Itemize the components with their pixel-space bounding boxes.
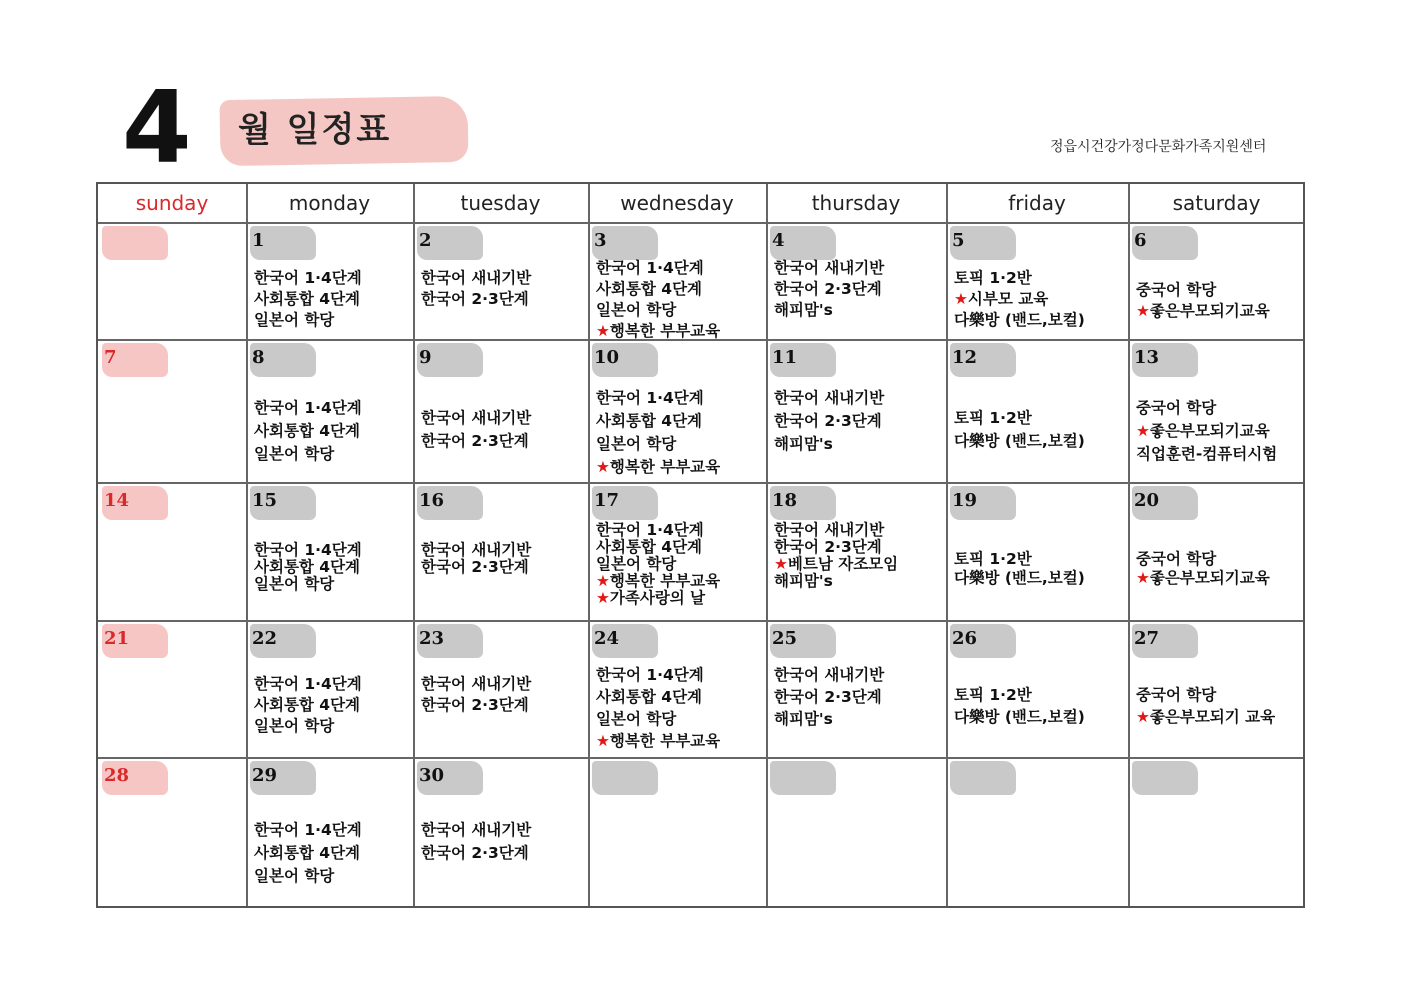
date-number: 29 — [252, 765, 278, 786]
date-number: 27 — [1134, 628, 1160, 649]
event-text: 한국어 1·4단계 — [254, 399, 362, 417]
event-text: 한국어 1·4단계 — [254, 675, 362, 693]
event-item — [421, 674, 584, 695]
day-cell[interactable] — [1130, 224, 1305, 339]
event-item — [774, 708, 942, 730]
event-text: 한국어 2·3단계 — [774, 412, 882, 430]
event-text: 다樂방 (밴드,보컬) — [954, 708, 1085, 726]
event-list — [954, 550, 1124, 588]
event-text: 일본어 학당 — [254, 867, 335, 885]
event-text: 다樂방 (밴드,보컬) — [954, 569, 1085, 587]
event-text: 일본어 학당 — [596, 710, 677, 728]
day-cell[interactable] — [248, 484, 413, 620]
day-cell[interactable] — [415, 484, 588, 620]
calendar-grid — [96, 182, 1305, 908]
star-icon: ★ — [596, 322, 610, 339]
event-list — [596, 387, 762, 479]
event-text: 해피맘's — [774, 435, 833, 453]
day-cell[interactable] — [415, 622, 588, 757]
date-tab-highlight — [1132, 761, 1198, 795]
event-text: 한국어 새내기반 — [774, 666, 885, 684]
event-text: 중국어 학당 — [1136, 686, 1217, 704]
event-text: 행복한 부부교육 — [609, 458, 721, 476]
date-number: 5 — [952, 230, 965, 251]
event-text: 토픽 1·2반 — [954, 686, 1032, 704]
event-text: 사회통합 4단계 — [596, 412, 703, 430]
weekday-header-wednesday: wednesday — [620, 191, 734, 215]
event-text: 한국어 새내기반 — [421, 541, 532, 559]
star-icon: ★ — [1136, 569, 1150, 587]
day-cell[interactable] — [590, 759, 766, 908]
event-item — [596, 279, 762, 300]
event-list — [774, 387, 942, 456]
event-list — [254, 397, 409, 466]
day-cell[interactable] — [768, 341, 946, 482]
day-cell[interactable] — [948, 341, 1128, 482]
event-item — [1136, 301, 1301, 322]
event-text: 일본어 학당 — [254, 311, 335, 329]
day-cell[interactable] — [590, 622, 766, 757]
date-number: 15 — [252, 490, 278, 511]
event-item — [421, 430, 584, 453]
event-item — [954, 407, 1124, 430]
day-cell[interactable] — [590, 484, 766, 620]
date-number: 8 — [252, 347, 265, 368]
date-number: 10 — [594, 347, 620, 368]
weekday-header-friday: friday — [1008, 191, 1066, 215]
event-list — [954, 407, 1124, 453]
event-item — [774, 279, 942, 300]
event-item — [254, 542, 409, 559]
weekday-header-tuesday: tuesday — [460, 191, 541, 215]
weekday-header-sunday: sunday — [135, 191, 209, 215]
event-item — [774, 258, 942, 279]
event-text: 좋은부모되기교육 — [1149, 302, 1270, 320]
star-icon: ★ — [1136, 422, 1150, 440]
event-item — [254, 576, 409, 593]
event-item — [421, 289, 584, 310]
event-item — [774, 300, 942, 321]
event-item — [774, 664, 942, 686]
date-number: 17 — [594, 490, 620, 511]
event-text: 한국어 2·3단계 — [421, 696, 529, 714]
event-list — [774, 258, 942, 321]
event-text: 한국어 1·4단계 — [596, 259, 704, 277]
event-item — [596, 300, 762, 321]
day-cell[interactable] — [590, 341, 766, 482]
event-text: 사회통합 4단계 — [596, 688, 703, 706]
event-item — [254, 268, 409, 289]
event-item — [421, 819, 584, 842]
event-text: 행복한 부부교육 — [609, 322, 721, 339]
event-item — [596, 556, 762, 573]
date-number: 11 — [772, 347, 798, 368]
day-cell[interactable] — [415, 759, 588, 908]
date-number: 23 — [419, 628, 445, 649]
event-text: 해피맘's — [774, 710, 833, 728]
event-item — [254, 443, 409, 466]
event-text: 한국어 1·4단계 — [254, 269, 362, 287]
event-text: 일본어 학당 — [254, 717, 335, 735]
event-list — [421, 542, 584, 576]
event-item — [774, 433, 942, 456]
event-item — [1136, 569, 1301, 588]
date-tab-highlight — [102, 226, 168, 260]
event-item — [954, 310, 1124, 331]
date-number: 26 — [952, 628, 978, 649]
event-list — [1136, 397, 1301, 466]
event-text: 사회통합 4단계 — [254, 558, 361, 576]
event-text: 사회통합 4단계 — [254, 422, 361, 440]
event-item — [1136, 706, 1301, 728]
month-number: 4 — [122, 69, 188, 186]
event-item — [1136, 280, 1301, 301]
event-text: 일본어 학당 — [254, 445, 335, 463]
date-number: 20 — [1134, 490, 1160, 511]
event-text: 한국어 2·3단계 — [774, 538, 882, 556]
event-item — [254, 716, 409, 737]
event-text: 한국어 새내기반 — [421, 675, 532, 693]
date-number: 19 — [952, 490, 978, 511]
event-list — [774, 522, 942, 590]
day-cell[interactable] — [248, 759, 413, 908]
date-number: 14 — [104, 490, 130, 511]
event-text: 한국어 2·3단계 — [421, 558, 529, 576]
event-list — [954, 268, 1124, 331]
day-cell[interactable] — [1130, 341, 1305, 482]
day-cell[interactable] — [948, 484, 1128, 620]
event-item — [1136, 550, 1301, 569]
day-cell[interactable] — [590, 224, 766, 339]
event-list — [596, 258, 762, 339]
day-cell[interactable] — [415, 224, 588, 339]
event-item — [774, 573, 942, 590]
star-icon: ★ — [954, 290, 968, 308]
event-list — [596, 522, 762, 607]
star-icon: ★ — [596, 458, 610, 476]
day-cell[interactable] — [768, 484, 946, 620]
star-icon: ★ — [596, 589, 610, 607]
event-text: 한국어 1·4단계 — [596, 521, 704, 539]
weekday-header-monday: monday — [288, 191, 371, 215]
event-list — [421, 819, 584, 865]
event-item — [596, 321, 762, 339]
event-list — [254, 268, 409, 331]
date-tab-highlight — [770, 761, 836, 795]
event-text: 한국어 1·4단계 — [254, 541, 362, 559]
event-text: 해피맘's — [774, 301, 833, 319]
event-text: 사회통합 4단계 — [254, 696, 361, 714]
event-text: 한국어 1·4단계 — [596, 389, 704, 407]
event-text: 중국어 학당 — [1136, 550, 1217, 568]
day-cell[interactable] — [248, 341, 413, 482]
day-cell[interactable] — [948, 224, 1128, 339]
event-text: 베트남 자조모임 — [787, 555, 899, 573]
star-icon: ★ — [774, 555, 788, 573]
day-cell[interactable] — [768, 759, 946, 908]
event-item — [421, 542, 584, 559]
event-text: 한국어 2·3단계 — [774, 688, 882, 706]
event-list — [1136, 280, 1301, 322]
event-text: 토픽 1·2반 — [954, 550, 1032, 568]
date-number: 21 — [104, 628, 130, 649]
event-item — [254, 819, 409, 842]
day-cell[interactable] — [100, 341, 246, 482]
event-list — [954, 684, 1124, 728]
event-text: 한국어 새내기반 — [421, 269, 532, 287]
star-icon: ★ — [596, 732, 610, 750]
day-cell[interactable] — [415, 341, 588, 482]
day-cell[interactable] — [1130, 484, 1305, 620]
event-item — [1136, 443, 1301, 466]
date-number: 1 — [252, 230, 265, 251]
date-number: 13 — [1134, 347, 1160, 368]
event-list — [596, 664, 762, 752]
event-text: 한국어 2·3단계 — [421, 290, 529, 308]
event-item — [421, 842, 584, 865]
event-list — [254, 674, 409, 737]
event-list — [254, 819, 409, 888]
event-text: 한국어 새내기반 — [421, 409, 532, 427]
star-icon: ★ — [1136, 302, 1150, 320]
day-cell[interactable] — [100, 484, 246, 620]
date-number: 3 — [594, 230, 607, 251]
event-text: 좋은부모되기교육 — [1149, 422, 1270, 440]
event-item — [596, 387, 762, 410]
event-item — [954, 550, 1124, 569]
event-text: 해피맘's — [774, 572, 833, 590]
event-text: 일본어 학당 — [596, 301, 677, 319]
event-item — [421, 268, 584, 289]
event-text: 좋은부모되기 교육 — [1149, 708, 1276, 726]
event-text: 사회통합 4단계 — [596, 280, 703, 298]
event-item — [596, 686, 762, 708]
date-number: 4 — [772, 230, 785, 251]
event-item — [596, 456, 762, 479]
event-text: 일본어 학당 — [596, 555, 677, 573]
event-text: 다樂방 (밴드,보컬) — [954, 432, 1085, 450]
event-item — [421, 695, 584, 716]
event-item — [1136, 420, 1301, 443]
day-cell[interactable] — [100, 759, 246, 908]
event-item — [596, 573, 762, 590]
event-text: 토픽 1·2반 — [954, 409, 1032, 427]
event-item — [421, 407, 584, 430]
event-item — [254, 397, 409, 420]
event-list — [421, 407, 584, 453]
date-tab-highlight — [950, 761, 1016, 795]
event-item — [254, 559, 409, 576]
event-item — [254, 865, 409, 888]
event-text: 사회통합 4단계 — [596, 538, 703, 556]
event-item — [596, 708, 762, 730]
date-number: 6 — [1134, 230, 1147, 251]
event-item — [774, 522, 942, 539]
event-item — [774, 539, 942, 556]
event-text: 한국어 2·3단계 — [421, 432, 529, 450]
event-text: 다樂방 (밴드,보컬) — [954, 311, 1085, 329]
event-text: 일본어 학당 — [596, 435, 677, 453]
event-list — [421, 268, 584, 310]
center-name: 정읍시건강가정다문화가족지원센터 — [1050, 139, 1267, 155]
weekday-header-saturday: saturday — [1172, 191, 1261, 215]
event-text: 한국어 새내기반 — [774, 521, 885, 539]
date-number: 16 — [419, 490, 445, 511]
event-text: 시부모 교육 — [967, 290, 1049, 308]
event-item — [774, 410, 942, 433]
event-item — [596, 590, 762, 607]
event-text: 일본어 학당 — [254, 575, 335, 593]
event-text: 한국어 1·4단계 — [254, 821, 362, 839]
date-number: 28 — [104, 765, 130, 786]
event-item — [596, 410, 762, 433]
event-text: 한국어 1·4단계 — [596, 666, 704, 684]
event-item — [254, 674, 409, 695]
event-list — [774, 664, 942, 730]
event-item — [596, 664, 762, 686]
day-cell[interactable] — [948, 622, 1128, 757]
event-list — [254, 542, 409, 593]
event-text: 한국어 새내기반 — [774, 389, 885, 407]
day-cell[interactable] — [768, 622, 946, 757]
event-text: 중국어 학당 — [1136, 399, 1217, 417]
day-cell[interactable] — [948, 759, 1128, 908]
event-item — [254, 289, 409, 310]
date-number: 24 — [594, 628, 620, 649]
event-item — [596, 522, 762, 539]
event-item — [954, 430, 1124, 453]
event-text: 행복한 부부교육 — [609, 572, 721, 590]
event-item — [954, 706, 1124, 728]
star-icon: ★ — [596, 572, 610, 590]
event-item — [596, 539, 762, 556]
event-item — [954, 684, 1124, 706]
event-item — [1136, 684, 1301, 706]
event-item — [774, 387, 942, 410]
event-item — [774, 556, 942, 573]
date-number: 7 — [104, 347, 117, 368]
event-text: 한국어 2·3단계 — [421, 844, 529, 862]
date-number: 22 — [252, 628, 278, 649]
event-text: 중국어 학당 — [1136, 281, 1217, 299]
event-item — [421, 559, 584, 576]
event-item — [596, 258, 762, 279]
date-number: 25 — [772, 628, 798, 649]
day-cell[interactable] — [100, 224, 246, 339]
event-text: 사회통합 4단계 — [254, 290, 361, 308]
event-text: 한국어 2·3단계 — [774, 280, 882, 298]
event-item — [596, 730, 762, 752]
event-text: 한국어 새내기반 — [421, 821, 532, 839]
event-item — [774, 686, 942, 708]
event-item — [254, 842, 409, 865]
event-text: 한국어 새내기반 — [774, 259, 885, 277]
date-number: 2 — [419, 230, 432, 251]
date-number: 9 — [419, 347, 432, 368]
event-text: 직업훈련-컴퓨터시험 — [1136, 445, 1278, 463]
day-cell[interactable] — [1130, 759, 1305, 908]
date-number: 12 — [952, 347, 978, 368]
event-list — [1136, 550, 1301, 588]
event-list — [1136, 684, 1301, 728]
star-icon: ★ — [1136, 708, 1150, 726]
event-text: 좋은부모되기교육 — [1149, 569, 1270, 587]
event-item — [254, 420, 409, 443]
event-list — [421, 674, 584, 716]
event-item — [954, 268, 1124, 289]
event-text: 토픽 1·2반 — [954, 269, 1032, 287]
event-text: 가족사랑의 날 — [609, 589, 706, 607]
event-item — [954, 289, 1124, 310]
event-text: 행복한 부부교육 — [609, 732, 721, 750]
day-cell[interactable] — [100, 622, 246, 757]
day-cell[interactable] — [248, 224, 413, 339]
event-item — [1136, 397, 1301, 420]
day-cell[interactable] — [248, 622, 413, 757]
event-text: 사회통합 4단계 — [254, 844, 361, 862]
date-number: 30 — [419, 765, 445, 786]
day-cell[interactable] — [768, 224, 946, 339]
event-item — [954, 569, 1124, 588]
weekday-header-thursday: thursday — [811, 191, 901, 215]
day-cell[interactable] — [1130, 622, 1305, 757]
event-item — [596, 433, 762, 456]
page-title: 월 일정표 — [238, 110, 392, 150]
date-tab-highlight — [592, 761, 658, 795]
date-number: 18 — [772, 490, 798, 511]
event-item — [254, 310, 409, 331]
event-item — [254, 695, 409, 716]
